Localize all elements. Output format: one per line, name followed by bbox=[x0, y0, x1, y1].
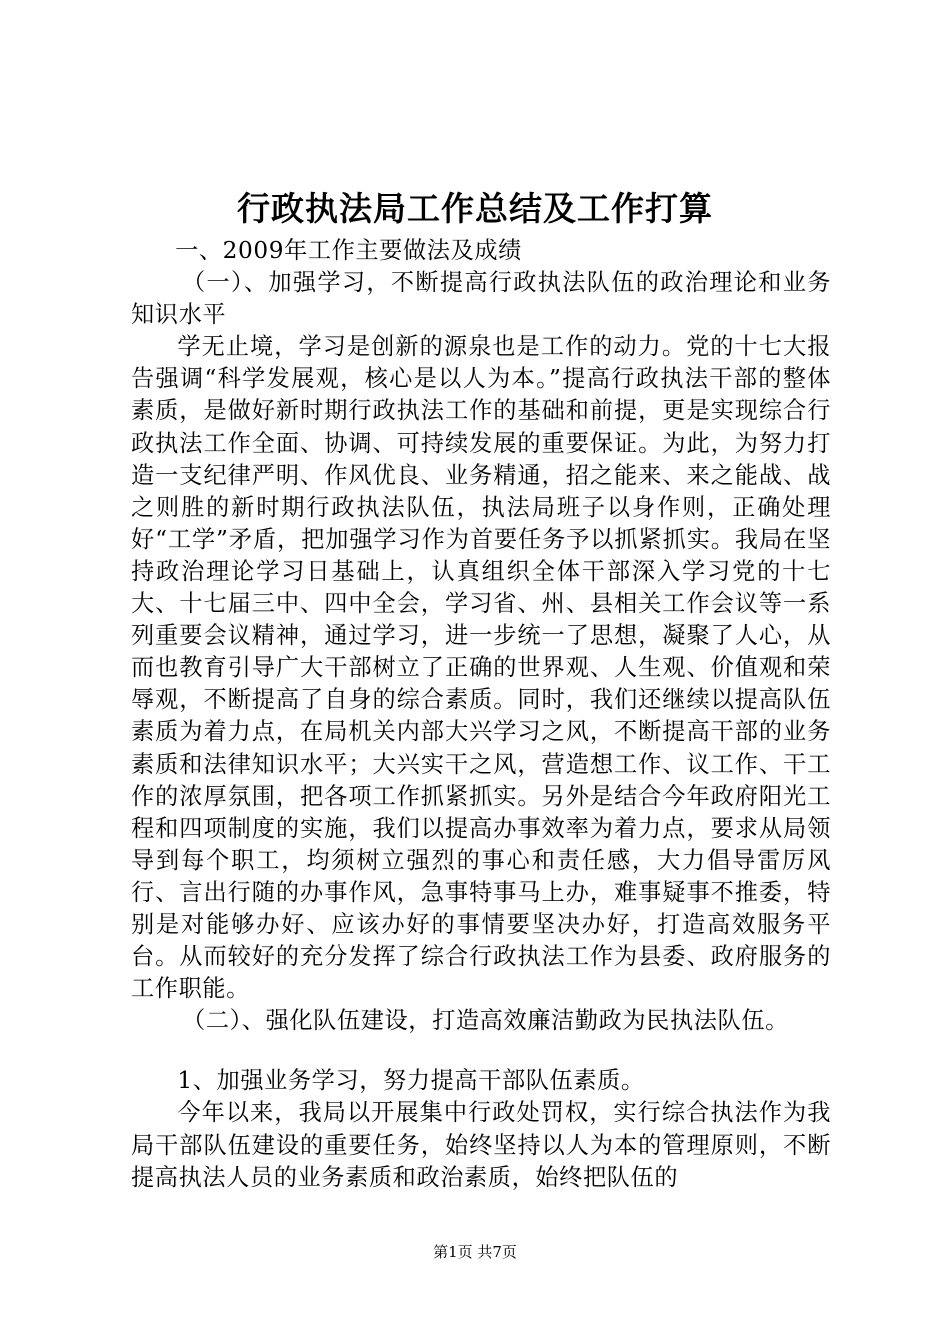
page-number-footer: 第1页 共7页 bbox=[433, 1243, 517, 1261]
document-body bbox=[131, 235, 831, 1194]
item-heading: 1、加强业务学习，努力提高干部队伍素质。 bbox=[177, 1067, 645, 1095]
subsection-heading: （一）、加强学习，不断提高行政执法队伍的政治理论和业务知识水平 bbox=[131, 269, 831, 329]
document-title: 行政执法局工作总结及工作打算 bbox=[237, 189, 713, 228]
subsection-heading: （二）、强化队伍建设，打造高效廉洁勤政为民执法队伍。 bbox=[182, 1007, 789, 1035]
section-heading: 一、2009年工作主要做法及成绩 bbox=[175, 237, 522, 264]
body-paragraph: 学无止境，学习是创新的源泉也是工作的动力。党的十七大报告强调“科学发展观，核心是以人为本。”提高行政执法干部的整体素质，是做好新时期行政执法工作的基础和前提，更是实现综合行政执法工作全面、协调、可持续发展的重要保证。为此，为努力打造一支纪律严明、作风优良、业务精通，招之能来、来之能战、战之则胜的新时期行政执法队伍，执法局班子以身作则，正确处理好“工学”矛盾，把加强学习作为首要任务予以抓紧抓实。我局在坚持政治理论学习日基础上，认真组织全体干部深入学习党的十七大、十七届三中、四中全会，学习省、州、县相关工作会议等一系列重要会议精神，通过学习，进一步统一了思想，凝聚了人心，从而也教育引导广大干部树立了正确的世界观、人生观、价值观和荣辱观，不断提高了自身的综合素质。同时，我们还继续以提高队伍素质为着力点，在局机关内部大兴学习之风，不断提高干部的业务素质和法律知识水平；大兴实干之风，营造想工作、议工作、干工作的浓厚氛围，把各项工作抓紧抓实。另外是结合今年政府阳光工程和四项制度的实施，我们以提高办事效率为着力点，要求从局领导到每个职工，均须树立强烈的事心和责任感，大力倡导雷厉风行、言出行随的办事作风，急事特事马上办，难事疑事不推委，特别是对能够办好、应该办好的事情要坚决办好，打造高效服务平台。从而较好的充分发挥了综合行政执法工作为县委、政府服务的工作职能。 bbox=[131, 333, 831, 1003]
body-paragraph: 今年以来，我局以开展集中行政处罚权，实行综合执法作为我局干部队伍建设的重要任务，始终坚持以人为本的管理原则，不断提高执法人员的业务素质和政治素质，始终把队伍的 bbox=[131, 1099, 831, 1191]
